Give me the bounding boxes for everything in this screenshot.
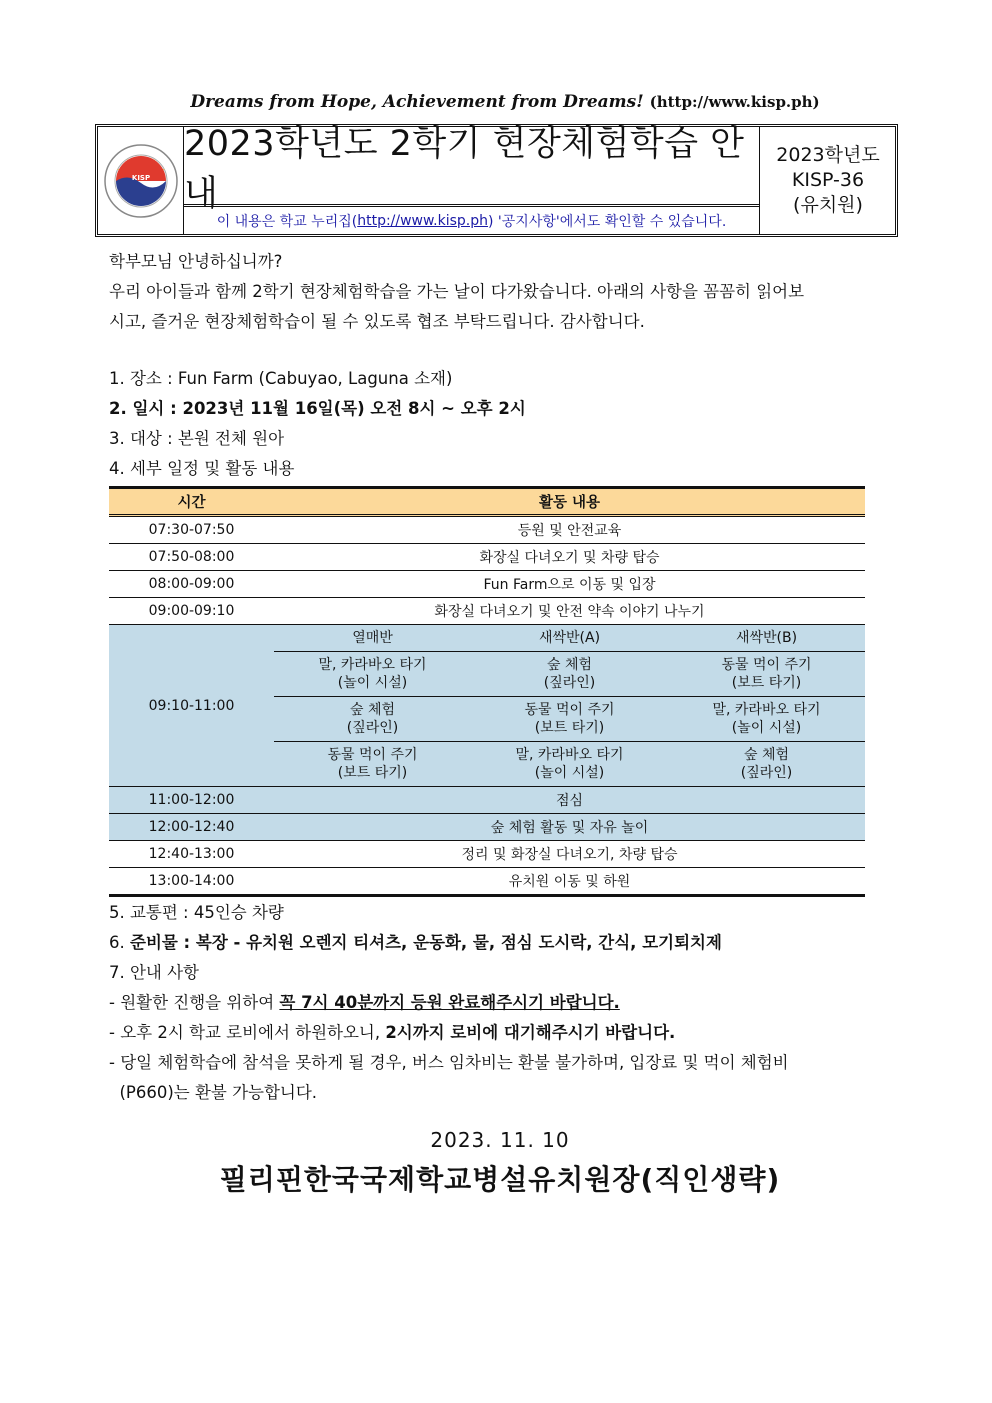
svg-text:KISP: KISP: [131, 173, 150, 182]
group-header: 새싹반(B): [668, 625, 865, 652]
group-header: 새싹반(A): [471, 625, 668, 652]
greeting: [109, 247, 909, 337]
item-schedule-title: 4. 세부 일정 및 활동 내용: [109, 459, 295, 478]
group-header: 열매반: [274, 625, 471, 652]
subtitle: [184, 207, 759, 234]
schedule-table: [109, 486, 865, 897]
note-supplies: 6. 준비물 : 복장 - 유치원 오렌지 티셔츠, 운동화, 물, 점심 도시락, 간식, 모기퇴치제: [109, 933, 722, 952]
rotation-cell: 말, 카라바오 타기 (놀이 시설): [274, 652, 471, 697]
note-1: - 원활한 진행을 위하여 꼭 7시 40분까지 등원 완료해주시기 바랍니다.: [109, 993, 620, 1012]
note-guide-title: 7. 안내 사항: [109, 963, 199, 982]
doc-dept: (유치원): [793, 194, 863, 216]
rotation-cell: 숲 체험 (짚라인): [471, 652, 668, 697]
rotation-cell: 동물 먹이 주기 (보트 타기): [274, 742, 471, 787]
header-box: [95, 124, 898, 237]
rotation-cell: 동물 먹이 주기 (보트 타기): [471, 697, 668, 742]
rotation-cell: 말, 카라바오 타기 (놀이 시설): [471, 742, 668, 787]
col-activity: 활동 내용: [274, 488, 865, 516]
rotation-cell: 숲 체험 (짚라인): [274, 697, 471, 742]
table-row: 13:00-14:00 유치원 이동 및 하원: [109, 868, 865, 896]
title-cell: [184, 123, 759, 234]
table-row: 08:00-09:00 Fun Farm으로 이동 및 입장: [109, 571, 865, 598]
issue-date: 2023. 11. 10: [430, 1128, 570, 1152]
note-3: - 당일 체험학습에 참석을 못하게 될 경우, 버스 임차비는 환불 불가하며, 입장료 및 먹이 체험비: [109, 1053, 789, 1072]
greeting-line: 시고, 즐거운 현장체험학습이 될 수 있도록 협조 부탁드립니다. 감사합니다.: [109, 312, 645, 331]
motto-line: [0, 92, 992, 112]
item-target: 3. 대상 : 본원 전체 원아: [109, 429, 285, 448]
subtitle-suffix: ) '공지사항'에서도 확인할 수 있습니다.: [488, 213, 727, 230]
note-transport: 5. 교통편 : 45인승 차량: [109, 903, 284, 922]
page-title: 2023학년도 2학기 현장체험학습 안내: [184, 127, 759, 207]
table-row: 12:40-13:00 정리 및 화장실 다녀오기, 차량 탑승: [109, 841, 865, 868]
school-logo-icon: [103, 143, 179, 219]
info-items: [109, 364, 909, 484]
rotation-time: 09:10-11:00: [109, 625, 274, 787]
doc-id: KISP-36: [791, 169, 865, 191]
notes: [109, 898, 909, 1108]
note-3-cont: (P660)는 환불 가능합니다.: [109, 1083, 318, 1102]
table-row: 12:00-12:40 숲 체험 활동 및 자유 놀이: [109, 814, 865, 841]
greeting-line: 학부모님 안녕하십니까?: [109, 252, 283, 271]
rotation-header-row: [109, 625, 865, 652]
doc-code-cell: [759, 127, 896, 234]
slogan: Dreams from Hope, Achievement from Dreams!: [190, 92, 644, 112]
rotation-cell: 숲 체험 (짚라인): [668, 742, 865, 787]
rotation-cell: 말, 카라바오 타기 (놀이 시설): [668, 697, 865, 742]
subtitle-prefix: 이 내용은 학교 누리집(: [216, 213, 358, 230]
table-row: 07:30-07:50 등원 및 안전교육: [109, 516, 865, 544]
table-row: 09:00-09:10 화장실 다녀오기 및 안전 약속 이야기 나누기: [109, 598, 865, 625]
note-2: - 오후 2시 학교 로비에서 하원하오니, 2시까지 로비에 대기해주시기 바랍니다.: [109, 1023, 676, 1042]
table-row: 11:00-12:00 점심: [109, 787, 865, 814]
site-url[interactable]: (http://www.kisp.ph): [649, 93, 820, 111]
table-row: 07:50-08:00 화장실 다녀오기 및 차량 탑승: [109, 544, 865, 571]
signature: 필리핀한국국제학교병설유치원장(직인생략): [219, 1163, 781, 1196]
item-date: 2. 일시 : 2023년 11월 16일(목) 오전 8시 ~ 오후 2시: [109, 399, 526, 418]
doc-year: 2023학년도: [776, 144, 880, 166]
school-link[interactable]: http://www.kisp.ph: [357, 212, 489, 229]
rotation-cell: 동물 먹이 주기 (보트 타기): [668, 652, 865, 697]
col-time: 시간: [109, 488, 274, 516]
logo-cell: [98, 127, 184, 234]
greeting-line: 우리 아이들과 함께 2학기 현장체험학습을 가는 날이 다가왔습니다. 아래의 사항을 꼼꼼히 읽어보: [109, 282, 805, 301]
item-place: 1. 장소 : Fun Farm (Cabuyao, Laguna 소재): [109, 369, 453, 388]
